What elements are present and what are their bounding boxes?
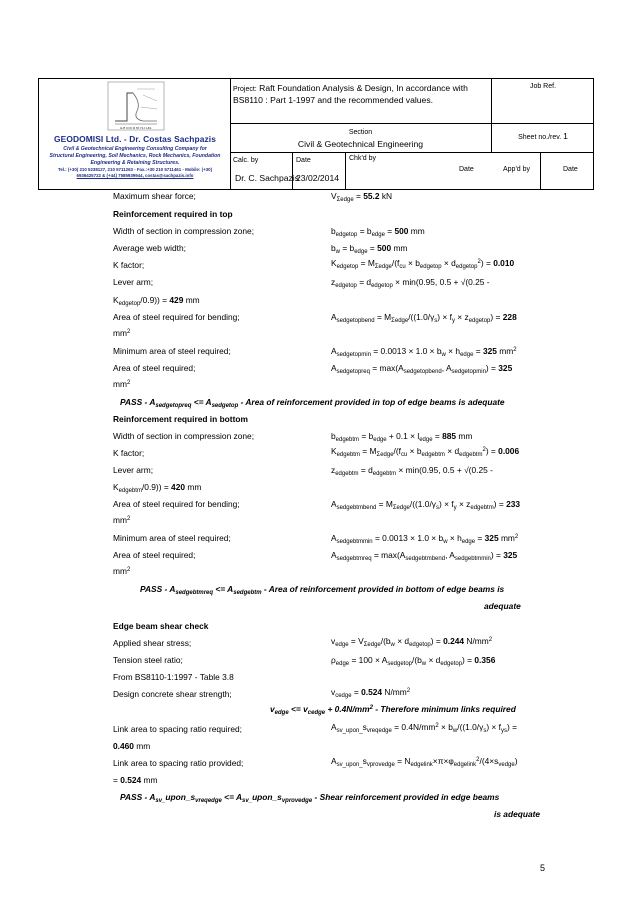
- checked-by-label: Chk'd by: [349, 155, 377, 162]
- title-block: [38, 78, 594, 190]
- btm-width-formula: $b_{edgebtm} = b_{edge} + 0.1 \times l_{edge} = 885$ mm: [331, 431, 473, 443]
- sheet-value: 1: [563, 131, 568, 141]
- shear-check-heading: Edge beam shear check: [113, 621, 209, 631]
- top-reinforcement-heading: Reinforcement required in top: [113, 209, 233, 219]
- tension-ratio-formula: $\rho_{edge} = 100 \times A_{sedgetop}/(b_w \times d_{edgetop}) = 0.356$: [331, 655, 496, 667]
- table-reference: From BS8110-1:1997 - Table 3.8: [113, 672, 234, 682]
- shear-stress-label: Applied shear stress;: [113, 638, 192, 648]
- top-k-formula: $K_{edgetop} = M_{\Sigma edge}/(f_{cu} \times b_{edgetop} \times d_{edgetop}^2) = 0.010$: [331, 258, 515, 270]
- link-prov-formula: $A_{sv\_upon\_}s_{vprovedge} = N_{edgelink}\times\pi\times\varphi_{edgelink}^2/(4\times s_{vedge})$: [331, 756, 518, 768]
- btm-min-label: Minimum area of steel required;: [113, 533, 231, 543]
- btm-lever-label: Lever arm;: [113, 465, 154, 475]
- date-label: Date: [296, 157, 311, 164]
- link-prov-value: = 0.524 mm: [113, 775, 158, 785]
- link-req-label: Link area to spacing ratio required;: [113, 724, 242, 734]
- unit-mm2: $mm^2$: [113, 379, 131, 389]
- company-line: Civil & Geotechnical Engineering Consulting Company for: [63, 146, 207, 152]
- concrete-shear-label: Design concrete shear strength;: [113, 689, 232, 699]
- top-k-label: K factor;: [113, 260, 145, 270]
- unit-mm2: $mm^2$: [113, 515, 131, 525]
- divider: [292, 152, 293, 189]
- top-width-formula: $b_{edgetop} = b_{edge} = 500$ mm: [331, 226, 425, 238]
- btm-lever-formula: $z_{edgebtm} = d_{edgebtm} \times \min(0.95$, 0.5 + √(0.25 -: [331, 465, 493, 477]
- divider: [230, 152, 594, 153]
- project-cell: [233, 83, 489, 106]
- date-value: 23/02/2014: [296, 173, 340, 183]
- company-line: Structural Engineering, Soil Mechanics, Rock Mechanics, Foundation: [49, 153, 221, 159]
- approved-by-label: App'd by: [503, 166, 531, 173]
- unit-mm2: $mm^2$: [113, 566, 131, 576]
- company-name: GEODOMISI Ltd. - Dr. Costas Sachpazis: [54, 134, 216, 144]
- divider: [491, 79, 492, 153]
- link-req-value: 0.460 mm: [113, 741, 151, 751]
- btm-k-label: K factor;: [113, 448, 145, 458]
- bottom-reinforcement-heading: Reinforcement required in bottom: [113, 414, 248, 424]
- btm-lever-formula-cont: $K_{edgebtm}/0.9)) = 420$ mm: [113, 482, 202, 494]
- company-line: Engineering & Retaining Structures.: [90, 160, 180, 166]
- date2-label: Date: [459, 166, 474, 173]
- btm-width-label: Width of section in compression zone;: [113, 431, 255, 441]
- top-min-formula: $A_{sedgetopmin} = 0.0013 \times 1.0 \times b_w \times h_{edge} = 325$ $mm^2$: [331, 346, 517, 358]
- calc-by-value: Dr. C. Sachpazis: [235, 173, 299, 183]
- btm-k-formula: $K_{edgebtm} = M_{\Sigma edge}/(f_{cu} \times b_{edgebtm} \times d_{edgebtm}^2) = 0.006$: [331, 446, 520, 458]
- max-shear-formula: $V_{\Sigma edge} = 55.2$ kN: [331, 191, 393, 203]
- company-contact: 6936425722 & (+44) 7585939944, costas@sachpazis.info: [76, 173, 194, 178]
- section-label: Section: [348, 129, 373, 136]
- top-req-label: Area of steel required;: [113, 363, 196, 373]
- section-value: Civil & Geotechnical Engineering: [297, 139, 424, 149]
- company-contact: Tel.: (+30) 210 5238127, 210 5711263 - Fax.:+30 210 5711461 - Mobile: (+30): [57, 167, 213, 172]
- top-as-formula: $A_{sedgetopbend} = M_{\Sigma edge}/((1.0/\gamma_s) \times f_y \times z_{edgetop}) = 228$: [331, 312, 517, 324]
- date3-label: Date: [563, 166, 578, 173]
- divider: [230, 123, 594, 124]
- page-number: 5: [540, 863, 546, 873]
- top-width-label: Width of section in compression zone;: [113, 226, 255, 236]
- top-lever-label: Lever arm;: [113, 277, 154, 287]
- btm-pass-message-end: adequate: [484, 601, 521, 611]
- project-text: Raft Foundation Analysis & Design, In accordance with BS8110 : Part 1-1997 and the recommended values.: [233, 83, 468, 105]
- svg-text:G E O D O M I S I Ltd.: G E O D O M I S I Ltd.: [120, 126, 152, 130]
- shear-stress-formula: $v_{edge} = V_{\Sigma edge}/(b_w \times d_{edgetop}) = 0.244$ $N/mm^2$: [331, 636, 493, 648]
- company-logo: [107, 81, 165, 131]
- concrete-shear-formula: $v_{cedge} = 0.524$ $N/mm^2$: [331, 687, 411, 699]
- calc-by-label: Calc. by: [233, 157, 259, 164]
- sheet-cell: [491, 131, 595, 141]
- top-web-label: Average web width;: [113, 243, 186, 253]
- top-pass-message: PASS - $A_{sedgetopreq} <= A_{sedgetop}$ - Area of reinforcement provided in top of edge beams is adequate: [120, 397, 505, 409]
- btm-req-label: Area of steel required;: [113, 550, 196, 560]
- job-ref-label: Job Ref.: [529, 83, 557, 90]
- max-shear-label: Maximum shear force;: [113, 191, 196, 201]
- divider: [345, 152, 346, 189]
- top-lever-formula-cont: $K_{edgetop}/0.9)) = 429$ mm: [113, 295, 200, 307]
- btm-pass-message: PASS - $A_{sedgebtmreq} <= A_{sedgebtm}$ - Area of reinforcement provided in bottom of edge beams is: [140, 584, 505, 596]
- shear-pass-message: PASS - $A_{sv\_}upon\_s_{vreqedge}$ <= $A_{sv\_}upon\_s_{vprovedge}$ - Shear reinforcement provided in edge beams: [120, 792, 500, 804]
- sheet-label: Sheet no./rev.: [518, 134, 562, 141]
- company-info: [41, 134, 229, 179]
- top-web-formula: $b_w = b_{edge} = 500$ mm: [331, 243, 408, 255]
- project-label: Project:: [233, 86, 257, 93]
- divider: [540, 152, 541, 189]
- top-min-label: Minimum area of steel required;: [113, 346, 231, 356]
- link-req-formula: $A_{sv\_upon\_}s_{vreqedge} = 0.4N/mm^2 \times b_w/((1.0/\gamma_s) \times f_{ys})$ =: [331, 722, 517, 734]
- btm-req-formula: $A_{sedgebtmreq} = \max(A_{sedgebtmbend}$, $A_{sedgebtmmin}) = 325$: [331, 550, 518, 562]
- shear-pass-message-end: is adequate: [494, 809, 541, 819]
- top-lever-formula: $z_{edgetop} = d_{edgetop} \times \min(0.95$, 0.5 + √(0.25 -: [331, 277, 490, 289]
- btm-as-label: Area of steel required for bending;: [113, 499, 240, 509]
- tension-ratio-label: Tension steel ratio;: [113, 655, 183, 665]
- top-req-formula: $A_{sedgetopreq} = \max(A_{sedgetopbend}$, $A_{sedgetopmin}) = 325$: [331, 363, 513, 375]
- link-prov-label: Link area to spacing ratio provided;: [113, 758, 244, 768]
- btm-as-formula: $A_{sedgebtmbend} = M_{\Sigma edge}/((1.0/\gamma_s) \times f_y \times z_{edgebtm}) = 233$: [331, 499, 521, 511]
- top-as-label: Area of steel required for bending;: [113, 312, 240, 322]
- unit-mm2: $mm^2$: [113, 328, 131, 338]
- btm-min-formula: $A_{sedgebtmmin} = 0.0013 \times 1.0 \times b_w \times h_{edge} = 325$ $mm^2$: [331, 533, 519, 545]
- links-note: $v_{edge} <= v_{cedge} + 0.4N/mm^2$ - Therefore minimum links required: [270, 704, 516, 716]
